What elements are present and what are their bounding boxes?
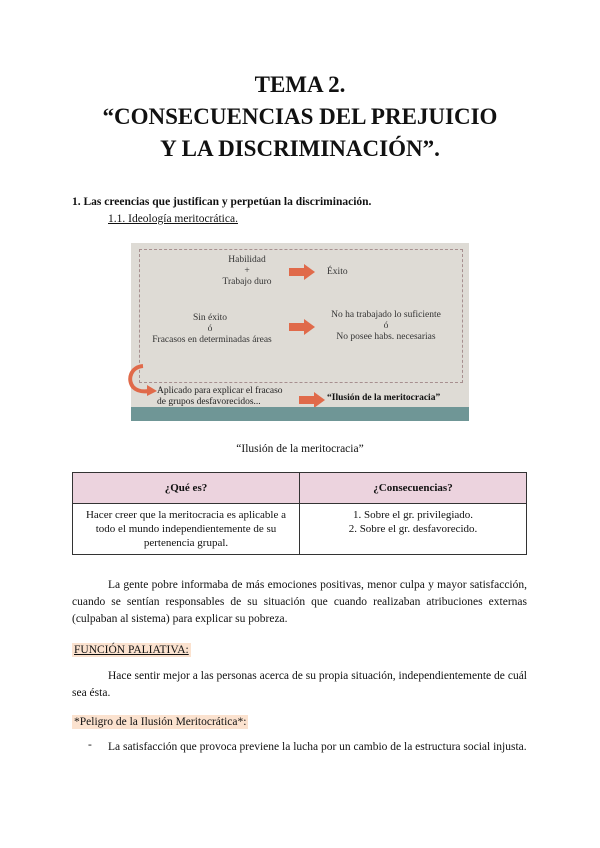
- diagram-failures: Fracasos en determinadas áreas: [152, 335, 272, 345]
- diagram-caption: “Ilusión de la meritocracia”: [236, 443, 364, 455]
- title-line-2: “CONSECUENCIAS DEL PREJUICIO: [102, 104, 498, 129]
- meritocracy-table: [72, 472, 527, 555]
- diagram-hard-work: Trabajo duro: [222, 277, 272, 287]
- diagram-not-enough-work: No ha trabajado lo suficiente: [331, 310, 441, 320]
- bullet-marker: -: [88, 739, 92, 751]
- diagram-or-1: ó: [207, 324, 213, 334]
- diagram-no-skills: No posee habs. necesarias: [336, 332, 436, 342]
- diagram-success: Éxito: [327, 267, 348, 277]
- paragraph-palliative: Hace sentir mejor a las personas acerca de su propia situación, independientemente de cuál sea ésta.: [72, 670, 527, 699]
- section-heading: 1. Las creencias que justifican y perpetúan la discriminación.: [72, 196, 372, 208]
- diagram-illusion-label: “Ilusión de la meritocracia”: [327, 393, 441, 403]
- diagram-or-2: ó: [383, 321, 389, 331]
- paragraph-poverty: La gente pobre informaba de más emociones positivas, menor culpa y mayor satisfacción, cuando se sentían responsables de su situación que cuando realizaban atribuciones externas (culpaban al sistema) para explicar su pobreza.: [72, 579, 527, 625]
- title-line-3: Y LA DISCRIMINACIÓN”.: [160, 136, 440, 161]
- subsection-heading: 1.1. Ideología meritocrática.: [108, 213, 238, 225]
- diagram-bottom-band: [131, 407, 469, 421]
- consequence-item: 1. Sobre el gr. privilegiado.: [352, 509, 474, 521]
- table-header-consequences: ¿Consecuencias?: [300, 473, 527, 504]
- consequence-item: 2. Sobre el gr. desfavorecido.: [348, 523, 478, 535]
- diagram-plus: +: [244, 266, 250, 276]
- diagram-disadvantaged: de grupos desfavorecidos...: [157, 397, 261, 407]
- table-row: [73, 504, 527, 555]
- table-cell-what-is: Hacer creer que la meritocracia es aplicable a todo el mundo independientemente de su pertenencia grupal.: [73, 504, 300, 555]
- title-line-1: TEMA 2.: [254, 72, 346, 97]
- meritocracy-diagram: [131, 243, 469, 421]
- table-header-what: ¿Qué es?: [73, 473, 300, 504]
- diagram-ability: Habilidad: [228, 255, 266, 265]
- palliative-function-label: FUNCIÓN PALIATIVA:: [74, 644, 189, 656]
- diagram-no-success: Sin éxito: [192, 313, 228, 323]
- diagram-applied: Aplicado para explicar el fracaso: [157, 386, 283, 396]
- bullet-item: La satisfacción que provoca previene la lucha por un cambio de la estructura social injusta.: [108, 741, 527, 753]
- arrow-right-icon: [289, 264, 315, 280]
- danger-label: *Peligro de la Ilusión Meritocrática*:: [74, 716, 247, 728]
- table-cell-consequences: [300, 504, 527, 555]
- arrow-right-icon: [299, 392, 325, 408]
- curved-arrow-icon: [125, 363, 159, 397]
- arrow-right-icon: [289, 319, 315, 335]
